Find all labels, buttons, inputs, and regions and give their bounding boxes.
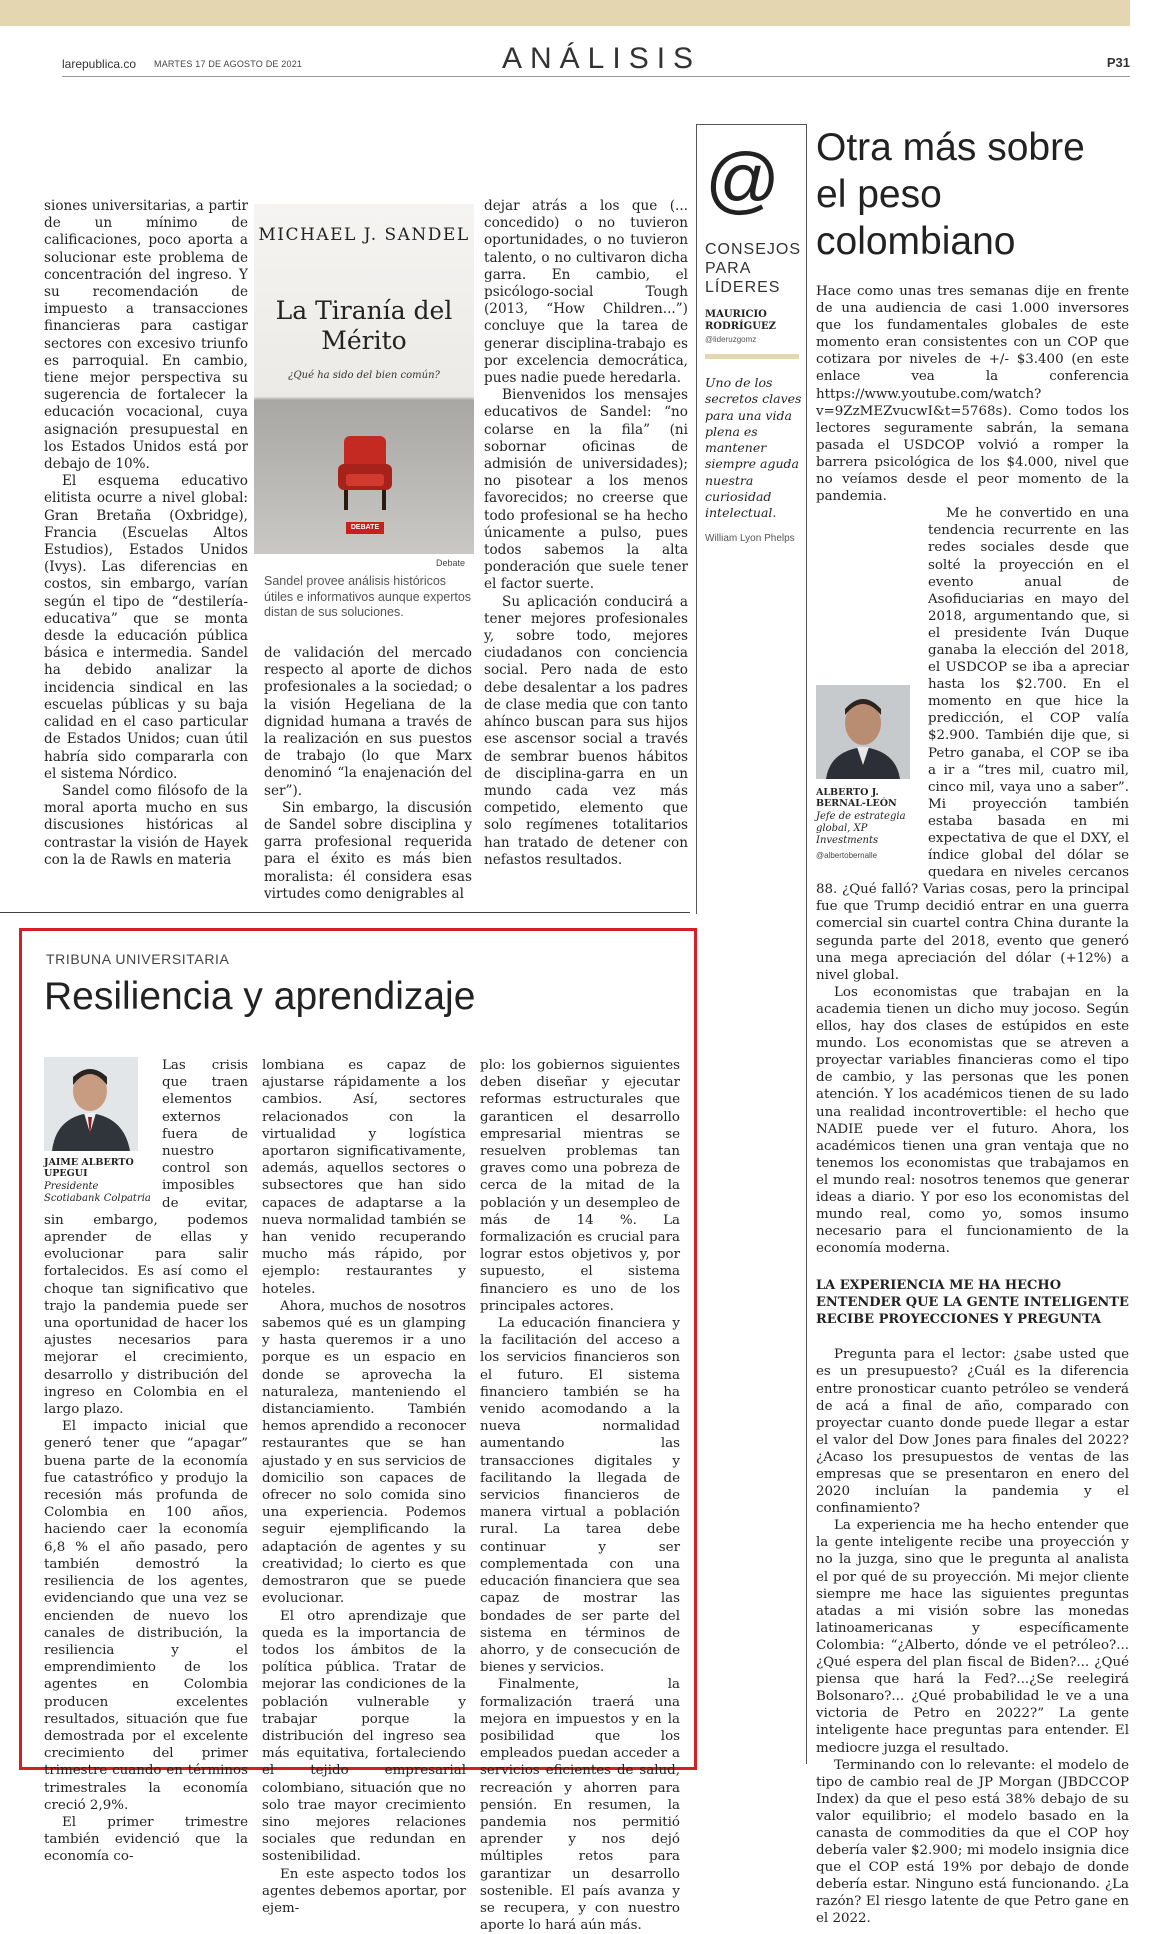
tribuna-col3-p2: La educación financiera y la facilitación del acceso a los servicios financieros son el futuro. El sistema financiero también se ha venido acomodando a la nueva normalidad aumentando las transacciones digitales y facilitando la llegada de servicios financieros de manera virtual a población rural. La tarea debe continuar y ser complementada con una educación financiera que sea capaz de mostrar las bondades de ser parte del sistema en términos de ahorro, y de consecución de bienes y servicios. — [480, 1316, 680, 1676]
tribuna-box — [19, 928, 697, 1934]
peso-p3: Los economistas que trabajan en la academia tienen un dicho muy jocoso. Según ellos, hay dos clases de estúpidos en este mundo. Los economistas que se atreven a proyectar variables financieras como el tipo de cambio, y las personas que les ponen atención. Y los académicos tienen de su lado una realidad incontrovertible: el hecho que NADIE puede ver el futuro. Ahora, los académicos tienen una gran ventaja que no tenemos los economistas que trabajamos en el mundo real: nosotros tenemos que generar ideas a diario. Y por eso los economistas del mundo real, como yo, somos insumo necesario para el funcionamiento de la economía moderna. — [816, 984, 1129, 1257]
sandel-column-2 — [264, 645, 472, 903]
site-name[interactable]: larepublica.co — [62, 57, 137, 71]
peso-p4: Pregunta para el lector: ¿sabe usted que es un presupuesto? ¿Cuál es la diferencia entre pronosticar cuanto petróleo se venderá de acá a final de año, comparado con proyectar cuanto donde puede llegar a estar el valor del Dow Jones para finales del 2022? ¿Acaso los presupuestos de ventas de las empresas que se presentaron en enero del 2020 incluían la pandemia y el confinamiento? — [816, 1347, 1129, 1517]
header-rule — [62, 76, 1130, 77]
page-number: P31 — [1106, 55, 1130, 70]
tribuna-col3-p1: plo: los gobiernos siguientes deben diseñar y ejecutar reformas estructurales que garanticen el desarrollo empresarial mientras se resuelven problemas tan graves como una pobreza de cerca de la mitad de la población y un desempleo de más de 14 %. La formalización es crucial para lograr estos objetivos y, por supuesto, el sistema financiero es uno de los principales actores. — [480, 1058, 680, 1314]
peso-article-title: Otra más sobre el peso colombiano — [816, 126, 1085, 263]
book-caption: Sandel provee análisis históricos útiles e informativos aunque expertos distan de sus soluciones. — [264, 574, 472, 619]
sandel-column-1 — [44, 198, 248, 869]
sandel-col1-p2: El esquema educativo elitista ocurre a nivel global: Gran Bretaña (Oxbridge), Francia (Escuelas Altos Estudios), Estados Unidos (Ivys). Las diferencias en costos, sin embargo, varían según el tipo de “destilería-educativa” que se monta desde la educación pública básica e intermedia. Sandel ha debido analizar la incidencia sindical en las escuelas públicas y su baja calidad en el caso particular de Estados Unidos; cuan útil habría sido compararla con el sistema Nórdico. — [44, 473, 248, 782]
tribuna-col2-p1: lombiana es capaz de ajustarse rápidamente a los cambios. Así, sectores relacionados con la virtualidad y logística aportaron significativamente, además, aquellos sectores o subsectores que han sido capaces de adaptarse a la nueva normalidad también se han venido recuperando mucho más rápido, por ejemplo: restaurantes y hoteles. — [262, 1058, 466, 1297]
tribuna-column-3 — [480, 1057, 680, 1934]
peso-author-handle[interactable]: @albertobernalle — [816, 851, 878, 861]
top-color-band — [0, 0, 1130, 26]
book-title: La Tiranía del Mérito — [275, 296, 453, 355]
tribuna-author-name: JAIME ALBERTO UPEGUI — [44, 1157, 134, 1179]
page-header — [62, 42, 1130, 78]
tribuna-col2-p2: Ahora, muchos de nosotros sabemos qué es un glamping y hasta queremos ir a uno porque es un espacio en donde se aprovecha la naturaleza, manteniendo el distanciamiento. También hemos aprendido a reconocer restaurantes que se han ajustado y en sus servicios de domicilio son capaces de ofrecer no solo comida sino una experiencia. Podemos seguir ejemplificando la adaptación de agentes y su creatividad; lo cierto es que demostraron que se puede evolucionar. — [262, 1298, 466, 1607]
sandel-col2-p1: de validación del mercado respecto al aporte de dichos profesionales a la sociedad; o la visión Hegeliana de la dignidad humana a través de la realización en sus puestos de trabajo (lo que Marx denominó “la enajenación del ser”). — [264, 645, 472, 799]
consejos-handle[interactable]: @lideruzgomz — [705, 335, 757, 344]
tribuna-col2-p3: El otro aprendizaje que queda es la importancia de todos los ámbitos de la política pública. Tratar de mejorar las condiciones de la población vulnerable y trabajar porque la distribución del ingreso sea más equitativa, fortaleciendo el tejido empresarial colombiano, situación que no solo trae mayor crecimiento sino mejores relaciones sociales que redundan en sostenibilidad. — [262, 1608, 466, 1865]
sandel-col3-p2: Bienvenidos los mensajes educativos de Sandel: “no colarse en la fila” (ni sobornar oficinas de admisión de universidades); no pisotear a los menos favorecidos; no creerse que todo profesional se ha hecho únicamente a pulso, pues todos sabemos la alta ponderación que suele tener el factor suerte. — [484, 387, 688, 593]
peso-p6: Terminando con lo relevante: el modelo de tipo de cambio real de JP Morgan (JBDCCOP Index) da que el peso está 38% debajo de su valor equilibrio; el modelo basado en la canasta de commodities da que el COP hoy debería valer $2.900; mi modelo insignia dice que el COP está 19% por debajo de donde debería estar. Ninguno está funcionando. ¿La razón? El riesgo latente de que Petro gane en el 2022. — [816, 1757, 1129, 1927]
column-rule-right — [806, 124, 807, 1764]
consejos-top-rule — [696, 124, 806, 125]
book-cover-image — [254, 204, 474, 554]
section-divider — [0, 912, 690, 913]
sandel-col1-p3: Sandel como filósofo de la moral aporta mucho en sus discusiones históricas al contrastar la visión de Hayek con la de Rawls en materia — [44, 782, 248, 868]
consejos-quote-author: William Lyon Phelps — [705, 532, 795, 544]
peso-p1: Hace como unas tres semanas dije en frente de una audiencia de casi 1.000 inversores que los fundamentales globales de este momento eran consistentes con un COP que cotizara por niveles de +/- $3.400 (en este enlace vea la conferencia https://www.youtube.com/watch?v=9ZzMEZvucwI&t=5768s). Como todos los lectores seguramente sabrán, la semana pasada el USDCOP volvió a romper la barrera psicológica de los $4.000, nivel que no veíamos desde el peor momento de la pandemia. — [816, 284, 1129, 505]
section-title: ANÁLISIS — [502, 42, 702, 75]
tribuna-col2-p4: En este aspecto todos los agentes debemos aportar, por ejem- — [262, 1866, 466, 1916]
column-rule-left — [696, 124, 697, 914]
red-armchair-icon — [336, 434, 394, 512]
consejos-accent-bar — [705, 354, 799, 359]
tribuna-column-1 — [44, 1057, 248, 1866]
tribuna-author-role: Presidente Scotiabank Colpatria — [44, 1181, 151, 1204]
tribuna-col1-p1: Las crisis que traen elementos externos fuera de nuestro control son imposibles de evitar, sin embargo, podemos aprender de ellas y evolucionar para salir fortalecidos. Es así como el choque tan significativo que trajo la pandemia puede ser una oportunidad de hacer los ajustes necesarios para mejorar el crecimiento, desarrollo y distribución del ingreso en Colombia en el largo plazo. — [44, 1058, 248, 1418]
tribuna-col1-p2: El impacto inicial que generó tener que “apagar” buena parte de la economía fue catastrófico y produjo la recesión más profunda de Colombia en 100 años, haciendo caer la economía 6,8 % el año pasado, pero también demostró la resiliencia de los agentes, evidenciando que una vez se encienden de nuevo los canales de distribución, la resiliencia y el emprendimiento de los agentes en Colombia producen excelentes resultados, situación que fue demostrada por el excelente crecimiento del primer trimestre cuando en términos trimestrales la economía creció 2,9%. — [44, 1419, 248, 1813]
author-photo-icon — [816, 685, 910, 779]
peso-author-card — [816, 685, 920, 864]
sandel-col2-p2: Sin embargo, la discusión de Sandel sobre disciplina y garra profesional requerida para el éxito es más bien moralista: él considera esas virtudes como denigrables al — [264, 799, 472, 902]
tribuna-title: Resiliencia y aprendizaje — [44, 975, 476, 1018]
at-symbol-icon: @ — [705, 138, 781, 221]
avatar — [816, 685, 910, 779]
photo-credit: Debate — [436, 558, 466, 568]
sandel-col1-p1: siones universitarias, a partir de un mínimo de calificaciones, poco aporta a solucionar este problema de concentración del ingreso. Y su recomendación de impuesto a transacciones financieras para castigar sectores con excesivo triunfo es parroquial. En cambio, tiene mejor perspectiva su sugerencia de fortalecer la educación vocacional, cuya asignación presupuestal en los Estados Unidos está por debajo de 10%. — [44, 198, 248, 473]
book-subtitle: ¿Qué ha sido del bien común? — [288, 370, 440, 381]
peso-author-name: ALBERTO J. BERNAL-LEÓN — [816, 787, 897, 810]
peso-subhead: LA EXPERIENCIA ME HA HECHO ENTENDER QUE LA GENTE INTELIGENTE RECIBE PROYECCIONES Y PREGUNTA — [816, 1278, 1129, 1328]
peso-article-body — [816, 283, 1129, 1928]
book-author: MICHAEL J. SANDEL — [258, 225, 470, 245]
consejos-box — [705, 140, 805, 546]
avatar — [44, 1057, 138, 1151]
consejos-quote: Uno de los secretos claves para una vida plena es mantener siempre aguda nuestra curiosidad intelectual. — [705, 375, 802, 521]
issue-date: MARTES 17 DE AGOSTO DE 2021 — [154, 59, 303, 69]
sandel-col3-p1: dejar atrás a los que (... concedido) o no tuvieron oportunidades, o no tuvieron talento, o no cultivaron dicha garra. En cambio, el psicólogo-social Tough (2013, “How Children...”) concluye que la tarea de generar disciplina-trabajo es por excelencia democrática, pues nadie puede heredarla. — [484, 198, 688, 387]
peso-p5: La experiencia me ha hecho entender que la gente inteligente recibe una proyección y no la juzga, sino que le pregunta al analista el por qué de su proyección. Mi mejor cliente siempre me hace las siguientes preguntas atadas a mi visión sobre las monedas latinoamericanas y específicamente Colombia: “¿Alberto, dónde ve el petróleo?... ¿Qué espera del plan fiscal de Biden?... ¿Qué piensa que hará la Fed?...¿Se reelegirá Bolsonaro?... ¿Qué probabilidad le ve a una victoria de Petro en 2022?” La gente inteligente hace preguntas para entender. El mediocre juzga el resultado. — [816, 1518, 1129, 1756]
sandel-column-3 — [484, 198, 688, 869]
tribuna-kicker: TRIBUNA UNIVERSITARIA — [46, 951, 230, 967]
sandel-col3-p3: Su aplicación conducirá a tener mejores profesionales y, sobre todo, mejores ciudadanos con conciencia social. Pero nada de esto debe desalentar a los padres de clase media que con tanto ahínco buscan para sus hijos ese ascensor social a través de sembrar buenos hábitos de disciplina-garra en un mundo cada vez más competido, elemento que solo regímenes totalitarios han tratado de detener con nefastos resultados. — [484, 593, 688, 868]
tribuna-col1-p3: El primer trimestre también evidenció que la economía co- — [44, 1814, 248, 1865]
tribuna-col3-p3: Finalmente, la formalización traerá una mejora en impuestos y en la posibilidad que los empleados puedan acceder a servicios eficientes de salud, recreación y ahorren para pensión. En resumen, la pandemia nos permitió aprender y nos dejó múltiples retos para garantizar un desarrollo sostenible. El país avanza y se recupera, y con nuestro aporte lo hará aún más. — [480, 1677, 680, 1934]
consejos-label: CONSEJOS PARA LÍDERES — [705, 241, 802, 296]
peso-author-role: Jefe de estrategia global, XP Investments — [816, 811, 906, 847]
tribuna-column-2 — [262, 1057, 466, 1917]
author-photo-icon — [44, 1057, 138, 1151]
publisher-badge: DEBATE — [346, 522, 384, 534]
peso-p2-text: Me he convertido en una tendencia recurrente en las redes sociales desde que solté la proyección en el evento anual de Asofiduciarias en mayo del 2018, argumentando que, si el presidente Iván Duque ganaba la elección del 2018, el USDCOP se iba a apreciar hasta los $2.700. En el momento en que hice la predicción, el COP valía $2.900. También dije que, si Petro ganaba, el COP se iba a ir a “tres mil, cuatro mil, cinco mil, vaya uno a saber”. Mi proyección también estaba basada en mi expectativa de que el DXY, el índice global del dólar se quedara en niveles cercanos 88. ¿Qué falló? Varias cosas, pero la principal fue que Trump decidió entrar en una guerra comercial sin cuartel contra China durante la segunda parte del 2018, evento que generó una mega apreciación del dólar (+12%) a nivel global. — [816, 506, 1129, 983]
consejos-author: MAURICIO RODRÍGUEZ — [705, 309, 776, 332]
tribuna-author-box — [44, 1057, 156, 1205]
